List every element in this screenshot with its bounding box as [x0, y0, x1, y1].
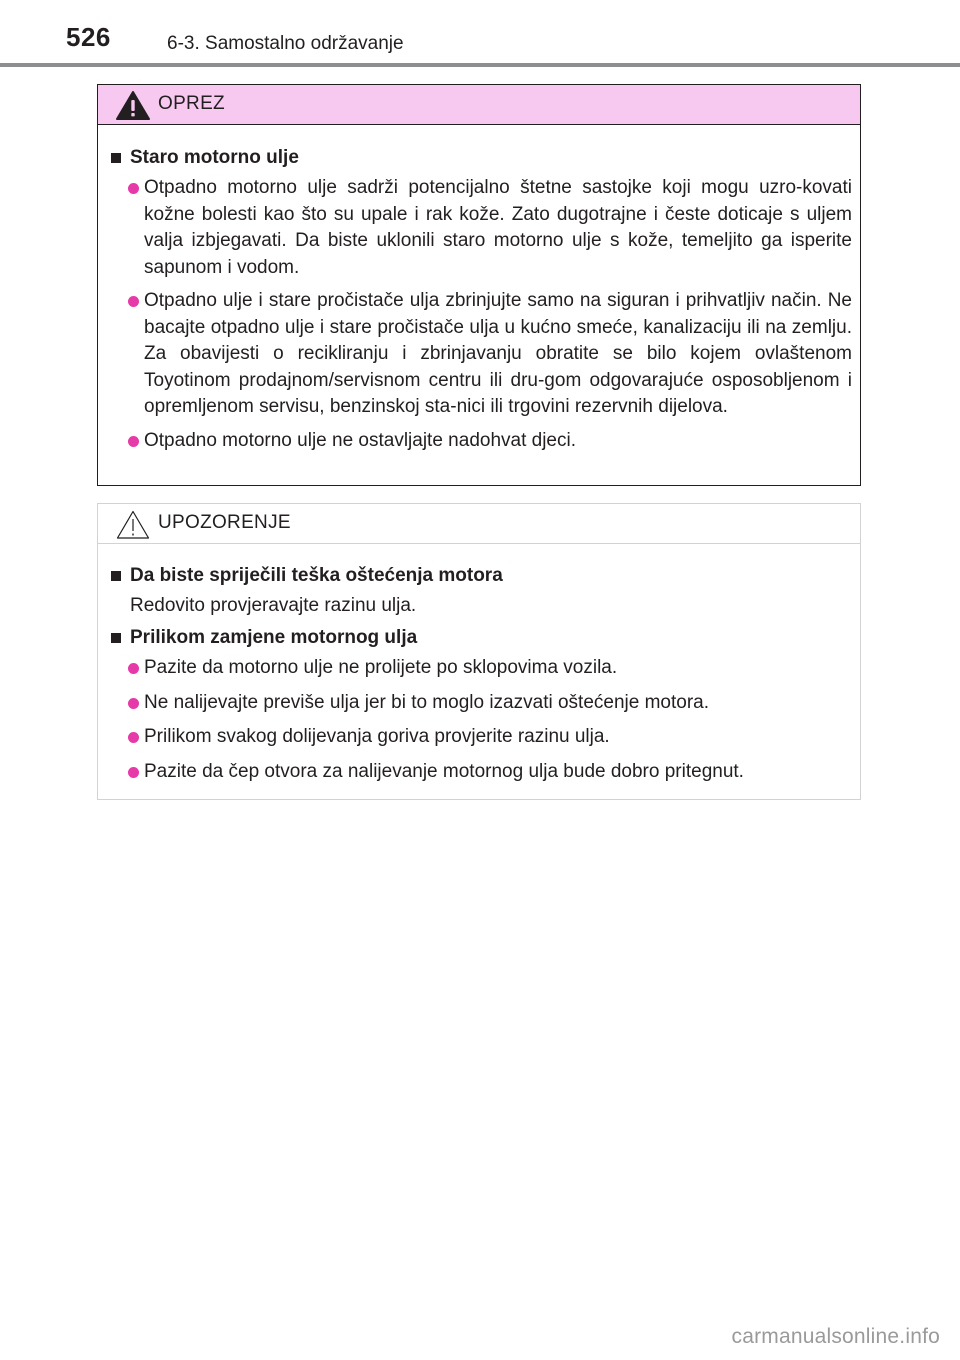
warning-box-header — [98, 504, 860, 544]
warning-box — [97, 503, 861, 800]
caution-box-header — [98, 85, 860, 125]
list-item: Otpadno ulje i stare pročistače ulja zbrinjujte samo na siguran i prihvatljiv način. Ne bacajte otpadno ulje i stare pročistače ulja u kućno smeće, kanalizaciju ili na zemlju. Za obavijesti o recikliranju i zbrinjavanju obratite se bilo kojem ovlaštenom Toyotinom prodajnom/servisnom centru ili dru-gom odgovarajuće osposobljenom i opremljenom servisu, benzinskoj sta-nici ili trgovini rezervnih dijelova. — [106, 288, 852, 421]
page-number: 526 — [66, 22, 111, 52]
warning-box-body — [98, 544, 860, 785]
paragraph: Redovito provjeravajte razinu ulja. — [130, 595, 417, 616]
header-divider — [0, 63, 960, 67]
list-item: Otpadno motorno ulje ne ostavljajte nadohvat djeci. — [106, 428, 852, 455]
watermark: carmanualsonline.info — [731, 1325, 940, 1348]
warning-label: UPOZORENJE — [158, 512, 291, 533]
section-title: 6-3. Samostalno održavanje — [167, 33, 404, 54]
list-item: Pazite da čep otvora za nalijevanje motornog ulja bude dobro pritegnut. — [106, 759, 852, 786]
section-heading: Prilikom zamjene motornog ulja — [106, 625, 852, 651]
section-heading: Da biste spriječili teška oštećenja motora — [106, 563, 852, 589]
page-header — [0, 0, 960, 70]
caution-label: OPREZ — [158, 93, 225, 114]
list-item: Otpadno motorno ulje sadrži potencijalno štetne sastojke koji mogu uzro-kovati kožne bolesti kao što su upale i rak kože. Zato dugotrajne i česte doticaje s uljem valja izbjegavati. Da biste uklonili staro motorno ulje s kože, temeljito ga isperite sapunom i vodom. — [106, 175, 852, 281]
caution-box — [97, 84, 861, 486]
caution-box-body — [98, 125, 860, 454]
warning-triangle-filled-icon — [115, 90, 151, 121]
list-item: Ne nalijevajte previše ulja jer bi to moglo izazvati oštećenje motora. — [106, 690, 852, 717]
warning-triangle-outline-icon — [115, 509, 151, 540]
list-item: Pazite da motorno ulje ne prolijete po sklopovima vozila. — [106, 655, 852, 682]
list-item: Prilikom svakog dolijevanja goriva provjerite razinu ulja. — [106, 724, 852, 751]
section-heading: Staro motorno ulje — [106, 145, 852, 171]
